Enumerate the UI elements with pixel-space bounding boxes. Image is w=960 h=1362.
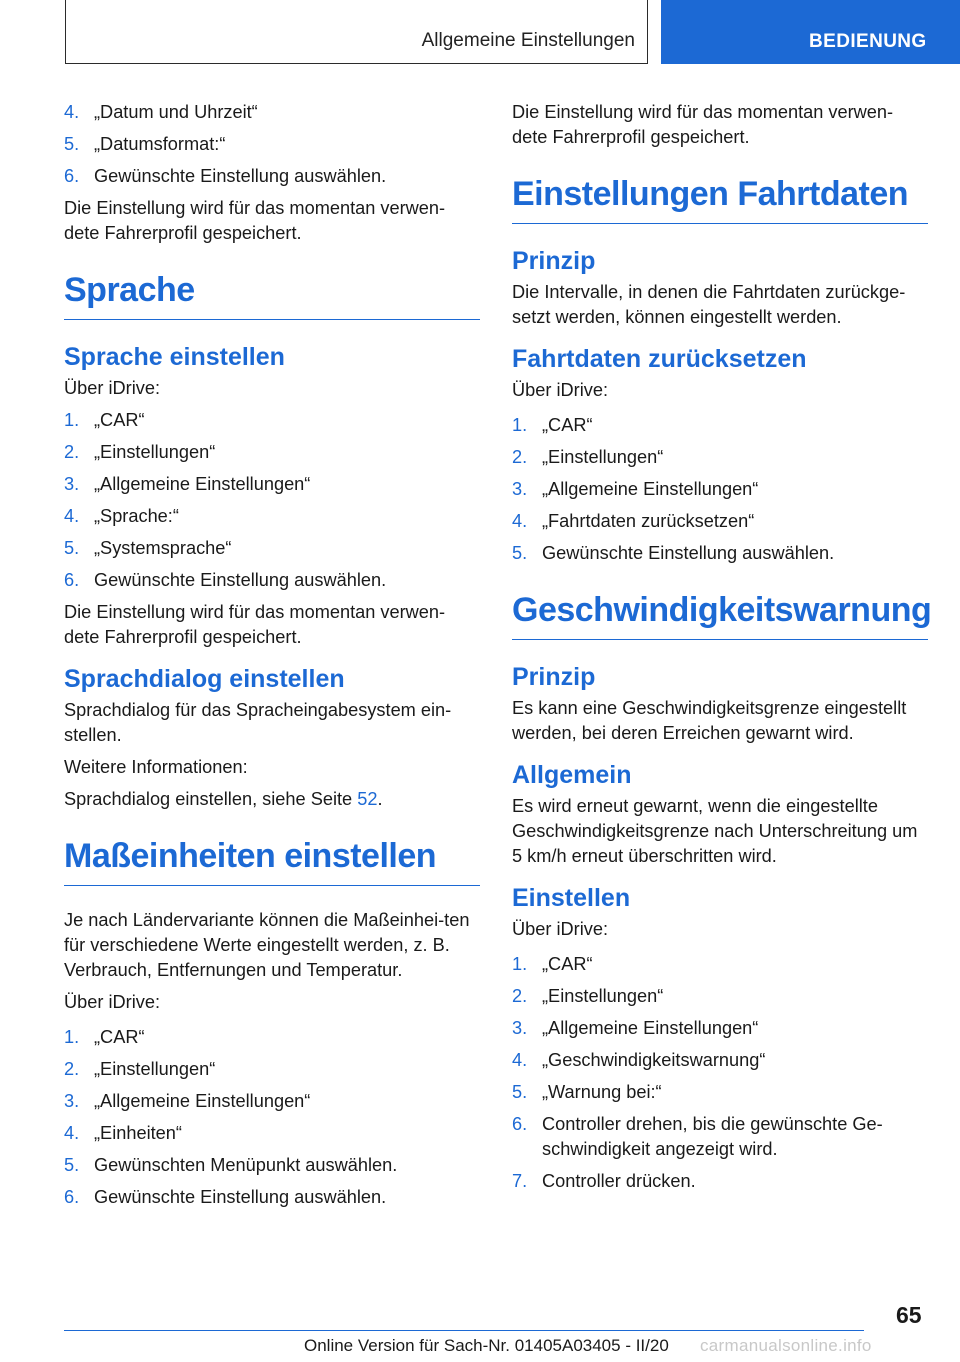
subheading-allgemein: Allgemein	[512, 761, 632, 789]
sprachdialog-reference: Sprachdialog einstellen, siehe Seite 52.	[64, 789, 383, 809]
list-item: 2. „Einstellungen“	[64, 1059, 216, 1079]
geschwindigkeit-steps	[512, 952, 928, 1194]
via-idrive: Über iDrive:	[512, 380, 609, 400]
heading-fahrtdaten: Einstellungen Fahrtdaten	[512, 174, 928, 224]
list-item: 5. „Warnung bei:“	[512, 1082, 662, 1102]
subheading-sprache-einstellen: Sprache einstellen	[64, 343, 285, 371]
more-info-label: Weitere Informationen:	[64, 757, 248, 777]
via-idrive: Über iDrive:	[512, 919, 609, 939]
left-column	[64, 100, 480, 1217]
list-item: 5. „Systemsprache“	[64, 538, 232, 558]
list-item: 5. „Datumsformat:“	[64, 134, 226, 154]
list-item: 3. „Allgemeine Einstellungen“	[512, 1018, 759, 1038]
list-item: 5. Gewünschten Menüpunkt auswählen.	[64, 1155, 398, 1175]
subheading-prinzip: Prinzip	[512, 247, 596, 275]
list-item: 5. Gewünschte Einstellung auswählen.	[512, 543, 835, 563]
list-item: 2. „Einstellungen“	[512, 447, 664, 467]
page-reference-link[interactable]: 52	[357, 789, 378, 809]
heading-geschwindigkeitswarnung: Geschwindigkeitswarnung	[512, 590, 928, 640]
list-item: 3. „Allgemeine Einstellungen“	[64, 1091, 311, 1111]
header-title: Allgemeine Einstellungen	[421, 30, 635, 51]
geschwindigkeit-allgemein-text: Es wird erneut gewarnt, wenn die eingestellte Geschwindigkeitsgrenze nach Unterschreitung um 5 km/h erneut überschritten wird.	[512, 796, 918, 866]
geschwindigkeit-prinzip-text: Es kann eine Geschwindigkeitsgrenze eingestellt werden, bei deren Erreichen gewarnt wird.	[512, 698, 907, 743]
heading-sprache: Sprache	[64, 270, 480, 320]
masseinheiten-steps	[64, 1025, 480, 1210]
list-item: 4. „Fahrtdaten zurücksetzen“	[512, 511, 755, 531]
sprache-steps	[64, 408, 480, 593]
subheading-sprachdialog: Sprachdialog einstellen	[64, 665, 345, 693]
list-item: 6. Controller drehen, bis die gewünschte Ge-schwindigkeit angezeigt wird.	[512, 1114, 883, 1159]
masseinheiten-text: Je nach Ländervariante können die Maßeinhei-ten für verschiedene Werte eingestellt werden, z. B. Verbrauch, Entfernungen und Temperatur.	[64, 910, 470, 980]
list-item: 6. Gewünschte Einstellung auswählen.	[64, 1187, 387, 1207]
list-item: 4. „Datum und Uhrzeit“	[64, 102, 258, 122]
list-item: 7. Controller drücken.	[512, 1171, 696, 1191]
list-item: 3. „Allgemeine Einstellungen“	[512, 479, 759, 499]
section-tab	[661, 0, 960, 64]
page-number: 65	[896, 1302, 922, 1328]
list-item: 2. „Einstellungen“	[512, 986, 664, 1006]
list-item: 1. „CAR“	[64, 410, 145, 430]
watermark: carmanualsonline.info	[700, 1336, 872, 1355]
list-item: 1. „CAR“	[512, 415, 593, 435]
list-item: 1. „CAR“	[512, 954, 593, 974]
intro-note: Die Einstellung wird für das momentan verwen-dete Fahrerprofil gespeichert.	[512, 102, 894, 147]
right-column	[512, 100, 932, 1201]
list-item: 6. Gewünschte Einstellung auswählen.	[64, 570, 387, 590]
sprache-note: Die Einstellung wird für das momentan verwen-dete Fahrerprofil gespeichert.	[64, 602, 446, 647]
subheading-fahrtdaten-zuruecksetzen: Fahrtdaten zurücksetzen	[512, 345, 807, 373]
sprachdialog-text: Sprachdialog für das Spracheingabesystem ein-stellen.	[64, 700, 452, 745]
list-item: 1. „CAR“	[64, 1027, 145, 1047]
list-item: 6. Gewünschte Einstellung auswählen.	[64, 166, 387, 186]
via-idrive: Über iDrive:	[64, 992, 161, 1012]
list-item: 2. „Einstellungen“	[64, 442, 216, 462]
fahrtdaten-prinzip-text: Die Intervalle, in denen die Fahrtdaten zurückge-setzt werden, können eingestellt werden.	[512, 282, 906, 327]
subheading-einstellen: Einstellen	[512, 884, 631, 912]
list-item: 4. „Einheiten“	[64, 1123, 182, 1143]
intro-note: Die Einstellung wird für das momentan verwen-dete Fahrerprofil gespeichert.	[64, 198, 446, 243]
intro-steps	[64, 100, 480, 189]
footer-divider	[64, 1330, 864, 1331]
subheading-prinzip: Prinzip	[512, 663, 596, 691]
fahrtdaten-steps	[512, 413, 928, 566]
footer-online-version: Online Version für Sach-Nr. 01405A03405 - II/20	[304, 1336, 669, 1355]
section-tab-label: BEDIENUNG	[809, 31, 927, 52]
list-item: 4. „Sprache:“	[64, 506, 179, 526]
list-item: 3. „Allgemeine Einstellungen“	[64, 474, 311, 494]
list-item: 4. „Geschwindigkeitswarnung“	[512, 1050, 766, 1070]
heading-masseinheiten: Maßeinheiten einstellen	[64, 836, 480, 886]
header-title-box	[65, 0, 648, 64]
via-idrive: Über iDrive:	[64, 378, 161, 398]
